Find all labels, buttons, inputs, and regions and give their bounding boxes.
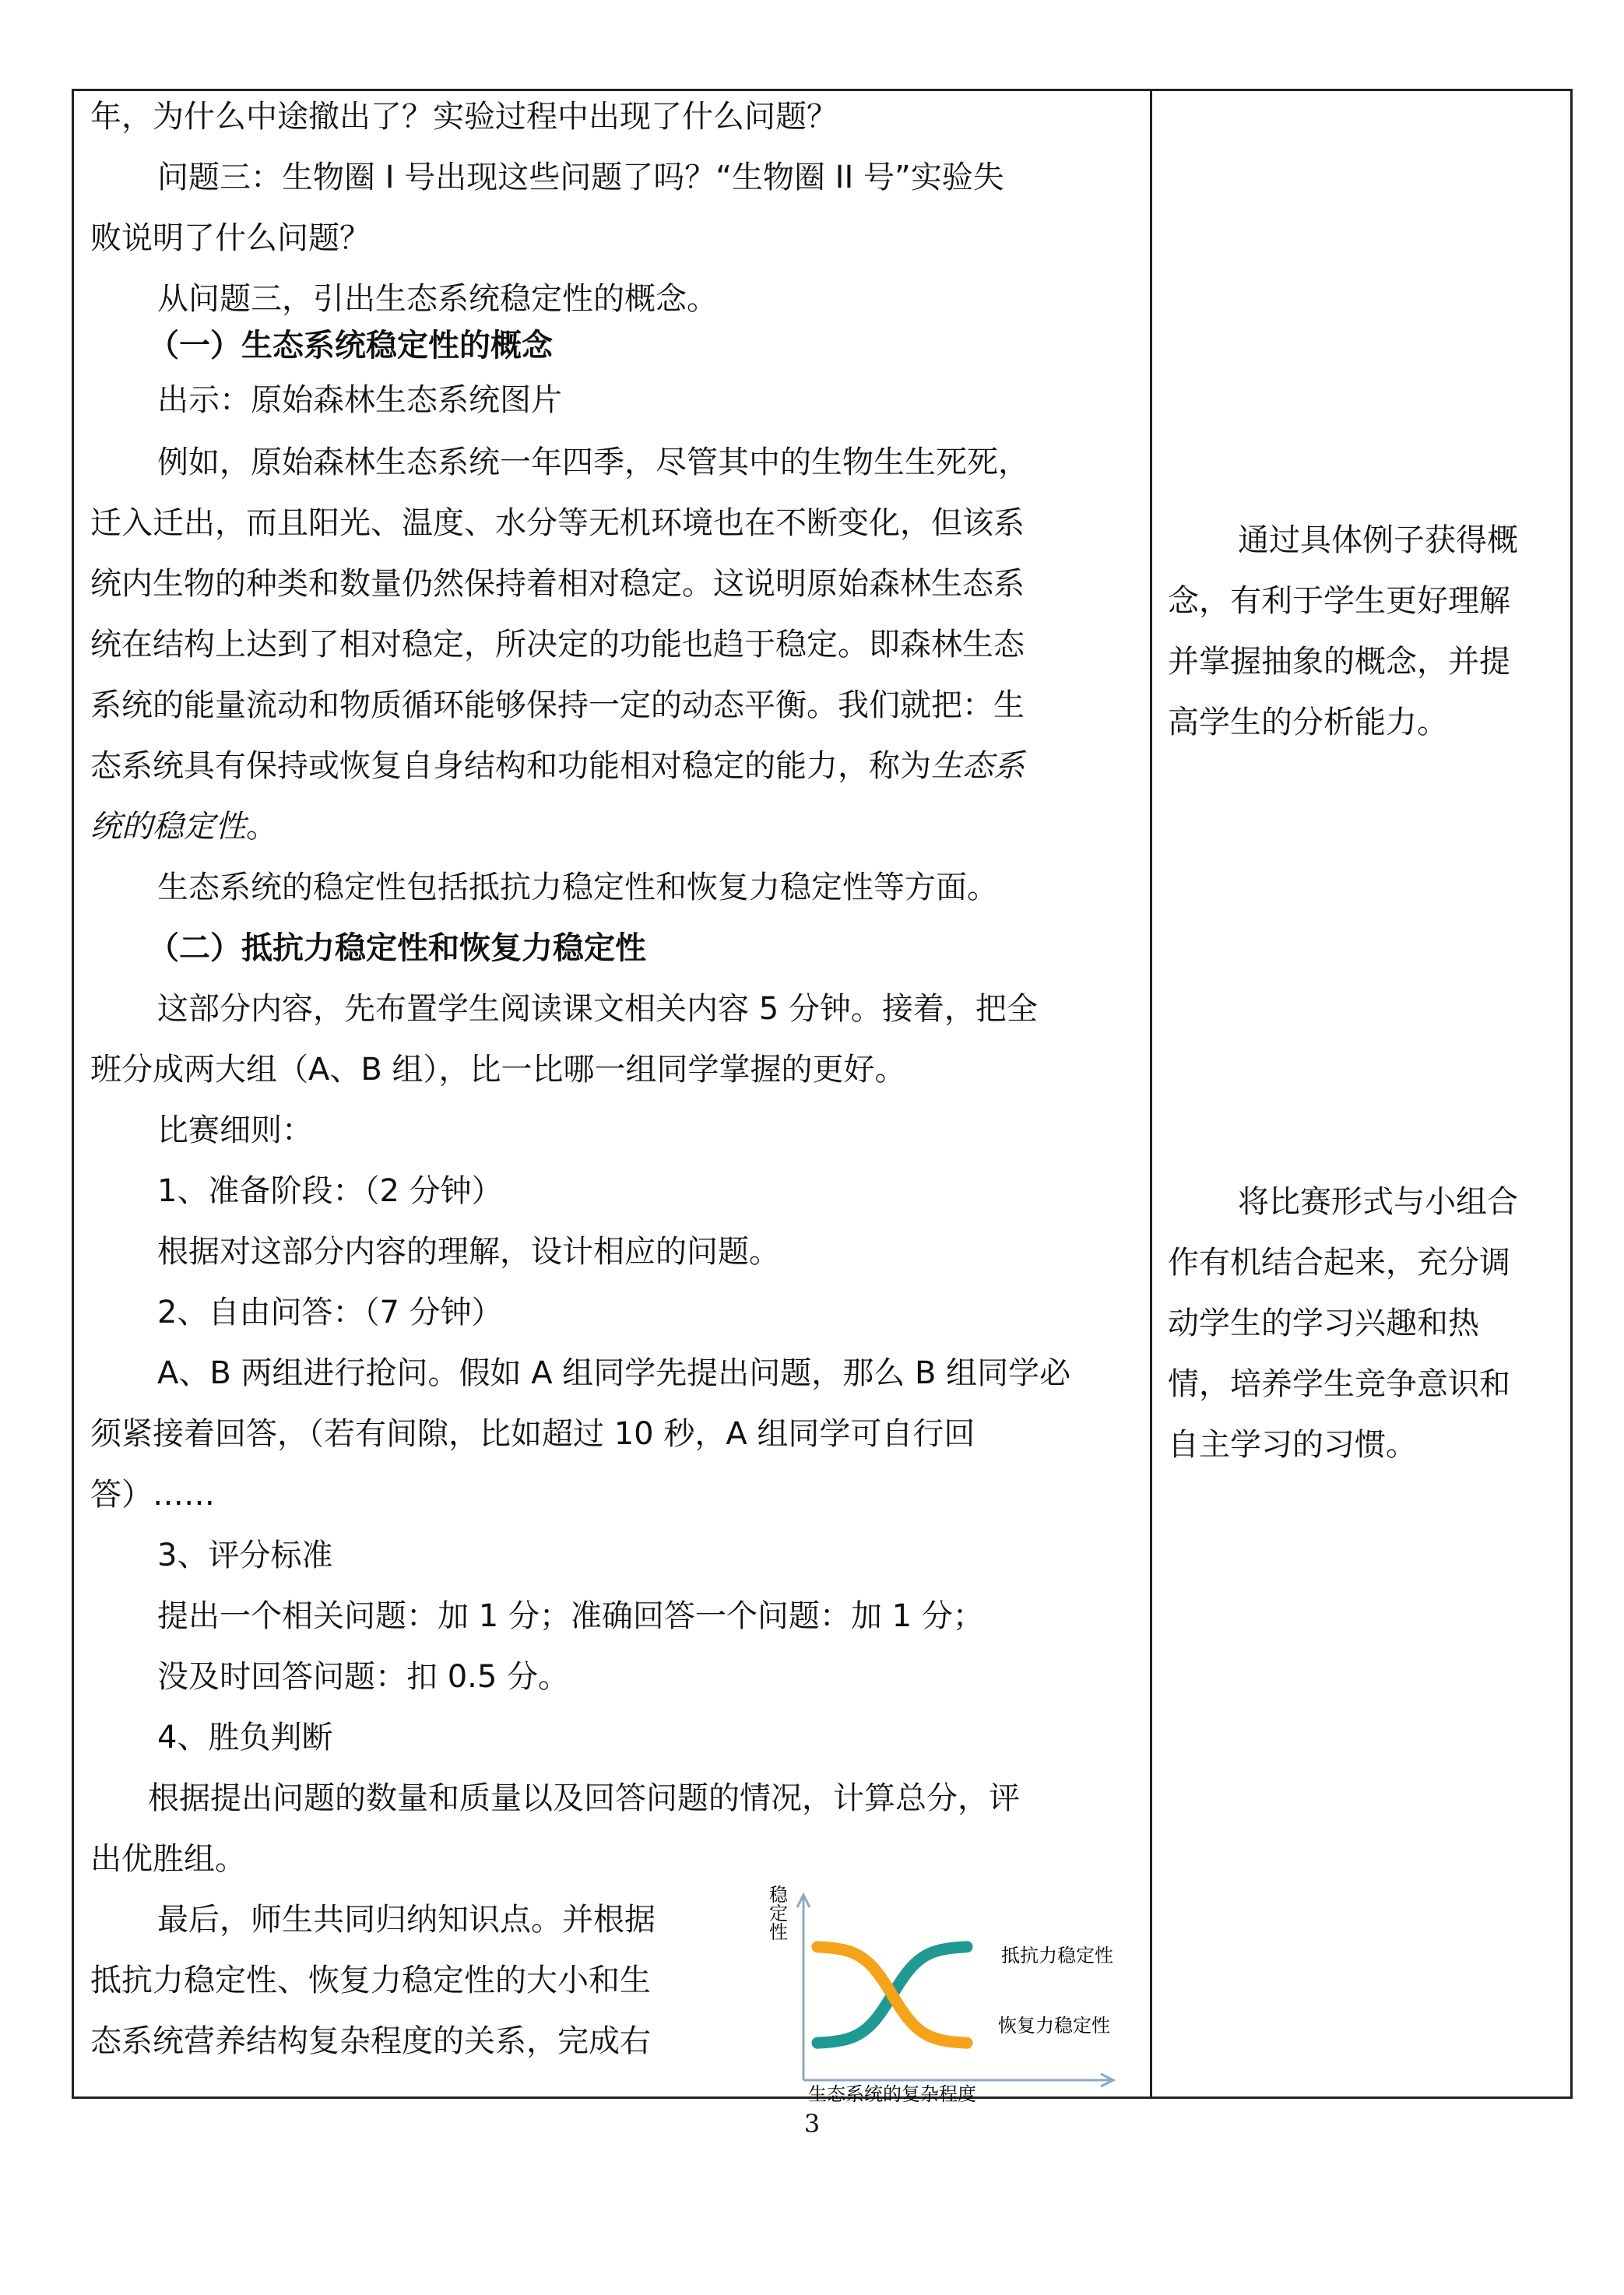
note-line: 通过具体例子获得概 — [1238, 522, 1518, 558]
text-line: 根据提出问题的数量和质量以及回答问题的情况，计算总分，评 — [148, 1780, 1020, 1816]
page-number: 3 — [803, 2109, 821, 2139]
series-label-recovery: 恢复力稳定性 — [998, 2015, 1110, 2037]
text-line: 抵抗力稳定性、恢复力稳定性的大小和生 — [90, 1963, 651, 1998]
text-line: 问题三：生物圈 I 号出现这些问题了吗？“生物圈 II 号”实验失 — [157, 160, 1004, 195]
y-label-char: 性 — [769, 1921, 788, 1943]
text-line — [90, 746, 1025, 786]
note-line: 情，培养学生竞争意识和 — [1168, 1366, 1510, 1402]
text-line: 3、评分标准 — [157, 1538, 333, 1573]
section-heading-1: （一）生态系统稳定性的概念 — [148, 328, 553, 364]
stability-chart — [763, 1884, 1129, 2102]
section-heading-2: （二）抵抗力稳定性和恢复力稳定性 — [148, 930, 646, 966]
text-line: 生态系统的稳定性包括抵抗力稳定性和恢复力稳定性等方面。 — [157, 870, 998, 905]
text-line: 2、自由问答：（7 分钟） — [157, 1295, 503, 1330]
series-line-recovery — [817, 1947, 967, 2043]
text-line: 答）…… — [90, 1477, 215, 1513]
text-line: 出示：原始森林生态系统图片 — [157, 382, 562, 418]
text-line — [90, 807, 277, 847]
note-line: 作有机结合起来，充分调 — [1168, 1245, 1510, 1281]
text-span: 。 — [246, 809, 277, 845]
text-line: 4、胜负判断 — [157, 1720, 333, 1756]
text-line: 态系统营养结构复杂程度的关系，完成右 — [90, 2023, 651, 2059]
term-emphasis: 生态系 — [931, 748, 1025, 784]
text-line: 统在结构上达到了相对稳定，所决定的功能也趋于稳定。即森林生态 — [90, 627, 1025, 662]
x-axis-label: 生态系统的复杂程度 — [808, 2083, 976, 2102]
term-emphasis: 统的稳定性 — [90, 809, 246, 845]
note-line: 将比赛形式与小组合 — [1238, 1184, 1518, 1220]
text-line: 系统的能量流动和物质循环能够保持一定的动态平衡。我们就把：生 — [90, 687, 1025, 723]
y-axis-label — [769, 1884, 789, 1943]
y-label-char: 定 — [769, 1903, 788, 1924]
text-line: 须紧接着回答，（若有间隙，比如超过 10 秒，A 组同学可自行回 — [90, 1416, 975, 1452]
text-line: 年，为什么中途撤出了？实验过程中出现了什么问题？ — [90, 99, 838, 135]
y-label-char: 稳 — [769, 1884, 788, 1906]
text-line: 败说明了什么问题？ — [90, 220, 371, 256]
text-line: A、B 两组进行抢问。假如 A 组同学先提出问题，那么 B 组同学必 — [157, 1355, 1071, 1391]
text-line: 迁入迁出，而且阳光、温度、水分等无机环境也在不断变化，但该系 — [90, 505, 1025, 541]
note-line: 高学生的分析能力。 — [1168, 705, 1448, 740]
text-line: 统内生物的种类和数量仍然保持着相对稳定。这说明原始森林生态系 — [90, 566, 1025, 602]
note-line: 并掌握抽象的概念，并提 — [1168, 644, 1510, 680]
text-line: 比赛细则： — [157, 1112, 313, 1148]
text-line: 最后，师生共同归纳知识点。并根据 — [157, 1902, 656, 1938]
text-line: 1、准备阶段：（2 分钟） — [157, 1173, 503, 1209]
note-line: 自主学习的习惯。 — [1168, 1427, 1417, 1463]
text-line: 例如，原始森林生态系统一年四季，尽管其中的生物生生死死， — [157, 445, 1029, 480]
text-line: 没及时回答问题：扣 0.5 分。 — [157, 1659, 570, 1695]
text-line: 班分成两大组（A、B 组），比一比哪一组同学掌握的更好。 — [90, 1052, 906, 1088]
text-line: 这部分内容，先布置学生阅读课文相关内容 5 分钟。接着，把全 — [157, 991, 1038, 1027]
note-line: 念，有利于学生更好理解 — [1168, 583, 1510, 619]
text-span: 态系统具有保持或恢复自身结构和功能相对稳定的能力，称为 — [90, 748, 931, 784]
text-line: 提出一个相关问题：加 1 分；准确回答一个问题：加 1 分； — [157, 1598, 984, 1634]
note-line: 动学生的学习兴趣和热 — [1168, 1306, 1479, 1341]
text-line: 从问题三，引出生态系统稳定性的概念。 — [157, 281, 718, 317]
series-label-resistance: 抵抗力稳定性 — [1001, 1945, 1113, 1966]
text-line: 出优胜组。 — [90, 1841, 246, 1877]
column-divider — [1150, 89, 1152, 2099]
text-line: 根据对这部分内容的理解，设计相应的问题。 — [157, 1234, 780, 1270]
